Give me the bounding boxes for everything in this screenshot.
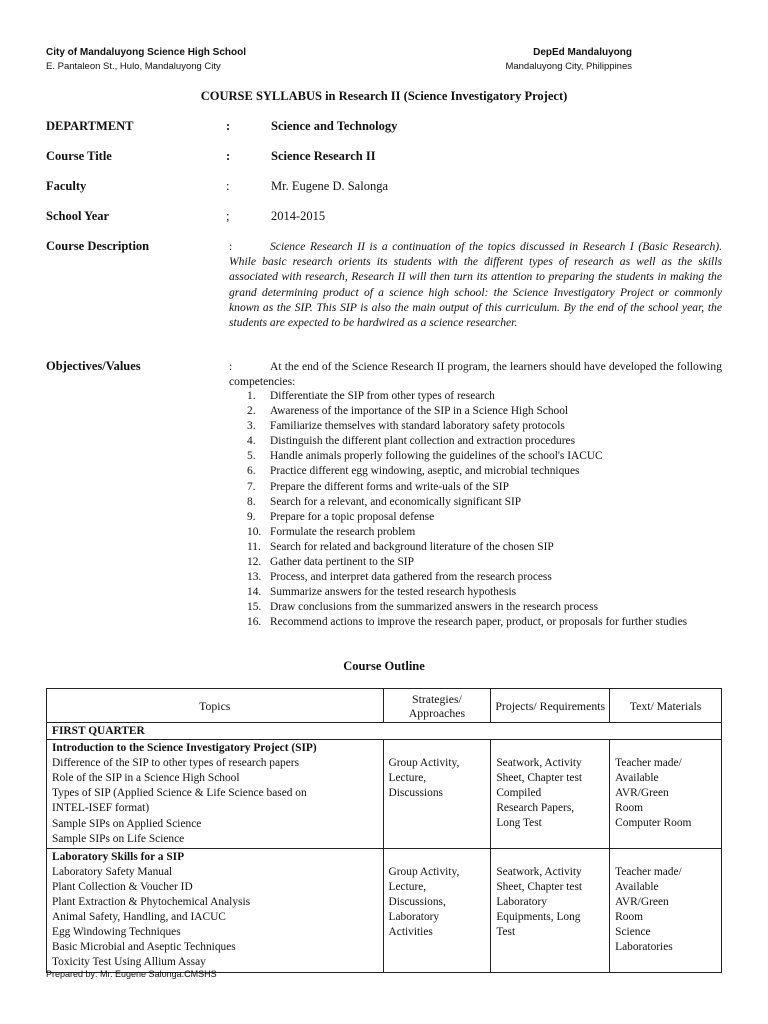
material-line: Available	[615, 772, 659, 785]
list-item-text: Recommend actions to improve the research paper, product, or proposals for further studies	[270, 616, 688, 629]
material-line: Teacher made/	[615, 757, 682, 770]
project-line: Seatwork, Activity	[496, 757, 582, 770]
list-item	[247, 585, 727, 600]
list-item-number: 2.	[247, 405, 256, 418]
topic-line: Basic Microbial and Aseptic Techniques	[52, 941, 236, 954]
list-item-number: 3.	[247, 420, 256, 433]
list-item-text: Summarize answers for the tested research hypothesis	[270, 586, 517, 599]
list-item-number: 8.	[247, 495, 256, 508]
section-heading: Introduction to the Science Investigatory Project (SIP)	[52, 742, 317, 755]
list-item-text: Formulate the research problem	[270, 525, 416, 538]
list-item-text: Search for related and background literature of the chosen SIP	[270, 540, 554, 553]
list-item-number: 15.	[247, 601, 262, 614]
list-item-text: Draw conclusions from the summarized answers in the research process	[270, 601, 599, 614]
material-line: Available	[615, 880, 659, 893]
school-year-colon: ;	[226, 209, 230, 223]
list-item	[247, 510, 727, 525]
material-line: Room	[615, 802, 644, 815]
header-strategies: Strategies/ Approaches	[383, 689, 491, 723]
topic-line: Plant Extraction & Phytochemical Analysis	[52, 896, 251, 909]
table-row	[47, 723, 722, 740]
material-line: AVR/Green	[615, 895, 669, 908]
topic-line: Animal Safety, Handling, and IACUC	[52, 911, 226, 924]
faculty-value: Mr. Eugene D. Salonga	[271, 179, 388, 193]
topics-cell	[47, 848, 384, 972]
topic-line: Egg Windowing Techniques	[52, 926, 181, 939]
projects-cell	[491, 848, 610, 972]
material-line: Teacher made/	[615, 865, 682, 878]
materials-cell	[610, 848, 722, 972]
objectives-intro	[229, 359, 722, 389]
material-line: Science	[615, 926, 651, 939]
list-item	[247, 615, 727, 630]
list-item-text: Search for a relevant, and economically significant SIP	[270, 495, 522, 508]
topic-line: Plant Collection & Voucher ID	[52, 880, 193, 893]
material-line: Laboratories	[615, 941, 673, 954]
list-item	[247, 434, 727, 449]
list-item	[247, 389, 727, 404]
strategies-cell	[383, 740, 491, 849]
school-year-label: School Year	[46, 209, 110, 223]
school-year-value: 2014-2015	[271, 209, 326, 223]
list-item-number: 10.	[247, 525, 262, 538]
project-line: Compiled	[496, 787, 542, 800]
list-item	[247, 404, 727, 419]
list-item	[247, 419, 727, 434]
course-description-label: Course Description	[46, 239, 150, 253]
list-item	[247, 600, 727, 615]
list-item-number: 11.	[247, 540, 261, 553]
list-item-text: Awareness of the importance of the SIP in a Science High School	[270, 405, 569, 418]
document-title: COURSE SYLLABUS in Research II (Science Investigatory Project)	[200, 89, 568, 103]
table-row	[47, 848, 722, 972]
quarter-cell	[47, 723, 722, 740]
school-name: City of Mandaluyong Science High School	[46, 47, 247, 58]
section-heading: Laboratory Skills for a SIP	[52, 850, 185, 863]
header-topics: Topics	[47, 689, 384, 723]
material-line: Room	[615, 911, 644, 924]
strategy-line: Activities	[388, 926, 433, 939]
course-outline-title: Course Outline	[343, 659, 425, 673]
course-title-colon: :	[226, 149, 231, 163]
project-line: Laboratory	[496, 895, 547, 908]
faculty-colon: :	[226, 179, 230, 193]
list-item-number: 4.	[247, 435, 256, 448]
list-item-text: Distinguish the different plant collection and extraction procedures	[270, 435, 576, 448]
project-line: Sheet, Chapter test	[496, 880, 583, 893]
topics-cell	[47, 740, 384, 849]
project-line: Long Test	[496, 817, 542, 830]
strategy-line: Lecture,	[388, 772, 427, 785]
list-item-text: Familiarize themselves with standard laboratory safety protocols	[270, 420, 565, 433]
topic-line: Laboratory Safety Manual	[52, 865, 173, 878]
material-line: AVR/Green	[615, 787, 669, 800]
list-item-text: Prepare for a topic proposal defense	[270, 510, 435, 523]
strategy-line: Group Activity,	[388, 865, 460, 878]
list-item-number: 7.	[247, 480, 256, 493]
list-item	[247, 495, 727, 510]
project-line: Equipments, Long	[496, 911, 581, 924]
list-item	[247, 570, 727, 585]
list-item-text: Process, and interpret data gathered from the research process	[270, 571, 552, 584]
table-header-row	[47, 689, 722, 723]
list-item-text: Gather data pertinent to the SIP	[270, 556, 414, 569]
strategy-line: Lecture,	[388, 880, 427, 893]
project-line: Sheet, Chapter test	[496, 772, 583, 785]
topic-line: Role of the SIP in a Science High School	[52, 772, 240, 785]
objectives-intro-text: At the end of the Science Research II program, the learners should have developed the following competencies:	[229, 360, 722, 389]
topic-line: Toxicity Test Using Allium Assay	[52, 956, 206, 969]
list-item-text: Practice different egg windowing, aseptic, and microbial techniques	[270, 465, 580, 478]
list-item	[247, 540, 727, 555]
deped-name: DepEd Mandaluyong	[533, 47, 632, 58]
list-item-text: Prepare the different forms and write-uals of the SIP	[270, 480, 509, 493]
topic-line: INTEL-ISEF format)	[52, 802, 150, 815]
project-line: Test	[496, 926, 516, 939]
course-description-colon: :	[229, 240, 233, 253]
list-item-number: 9.	[247, 510, 256, 523]
list-item	[247, 555, 727, 570]
header-projects: Projects/ Requirements	[491, 689, 610, 723]
deped-address: Mandaluyong City, Philippines	[505, 61, 632, 72]
topic-line: Sample SIPs on Life Science	[52, 832, 185, 845]
list-item-text: Differentiate the SIP from other types of research	[270, 390, 495, 402]
list-item	[247, 525, 727, 540]
course-title-label: Course Title	[46, 149, 112, 163]
department-label: DEPARTMENT	[46, 119, 134, 133]
department-colon: :	[226, 119, 231, 133]
list-item-number: 16.	[247, 616, 262, 629]
list-item-number: 12.	[247, 556, 262, 569]
list-item-number: 1.	[247, 390, 256, 402]
list-item-number: 5.	[247, 450, 256, 463]
list-item-text: Handle animals properly following the guidelines of the school's IACUC	[270, 450, 603, 463]
list-item	[247, 480, 727, 495]
material-line: Computer Room	[615, 817, 692, 830]
topic-line: Sample SIPs on Applied Science	[52, 817, 202, 830]
list-item-number: 13.	[247, 571, 262, 584]
projects-cell	[491, 740, 610, 849]
course-description-body: Science Research II is a continuation of the topics discussed in Research I (Basic Research). While basic research orients its students with the different types of research as well as the skills associated with research, Research II will then turn its attention to preparing the students in making the grand determining product of a science high school: the Science Investigatory Project or commonly known as the SIP. This SIP is also the main output of this curriculum. By the end of the school year, the students are expected to be hardwired as a science researcher.	[229, 240, 722, 330]
project-line: Seatwork, Activity	[496, 865, 582, 878]
strategy-line: Discussions,	[388, 895, 446, 908]
department-value: Science and Technology	[271, 119, 398, 133]
course-description-text	[229, 239, 722, 330]
list-item	[247, 449, 727, 464]
course-title-value: Science Research II	[271, 149, 376, 163]
strategy-line: Laboratory	[388, 911, 440, 924]
project-line: Research Papers,	[496, 802, 575, 815]
objectives-label: Objectives/Values	[46, 359, 141, 373]
objectives-list	[247, 389, 727, 631]
materials-cell	[610, 740, 722, 849]
faculty-label: Faculty	[46, 179, 87, 193]
list-item-number: 14.	[247, 586, 262, 599]
course-outline-table	[46, 688, 722, 973]
school-address: E. Pantaleon St., Hulo, Mandaluyong City	[46, 61, 221, 72]
strategies-cell	[383, 848, 491, 972]
strategy-line: Discussions	[388, 787, 443, 800]
list-item	[247, 464, 727, 479]
strategy-line: Group Activity,	[388, 757, 460, 770]
list-item-number: 6.	[247, 465, 256, 478]
topic-line: Types of SIP (Applied Science & Life Science based on	[52, 787, 307, 800]
table-row	[47, 740, 722, 849]
topic-line: Difference of the SIP to other types of research papers	[52, 757, 300, 770]
quarter-label: FIRST QUARTER	[52, 725, 145, 737]
prepared-by-footer: Prepared by: Mr. Eugene Salonga.CMSHS	[46, 969, 217, 979]
header-materials: Text/ Materials	[610, 689, 722, 723]
objectives-colon: :	[229, 360, 233, 373]
